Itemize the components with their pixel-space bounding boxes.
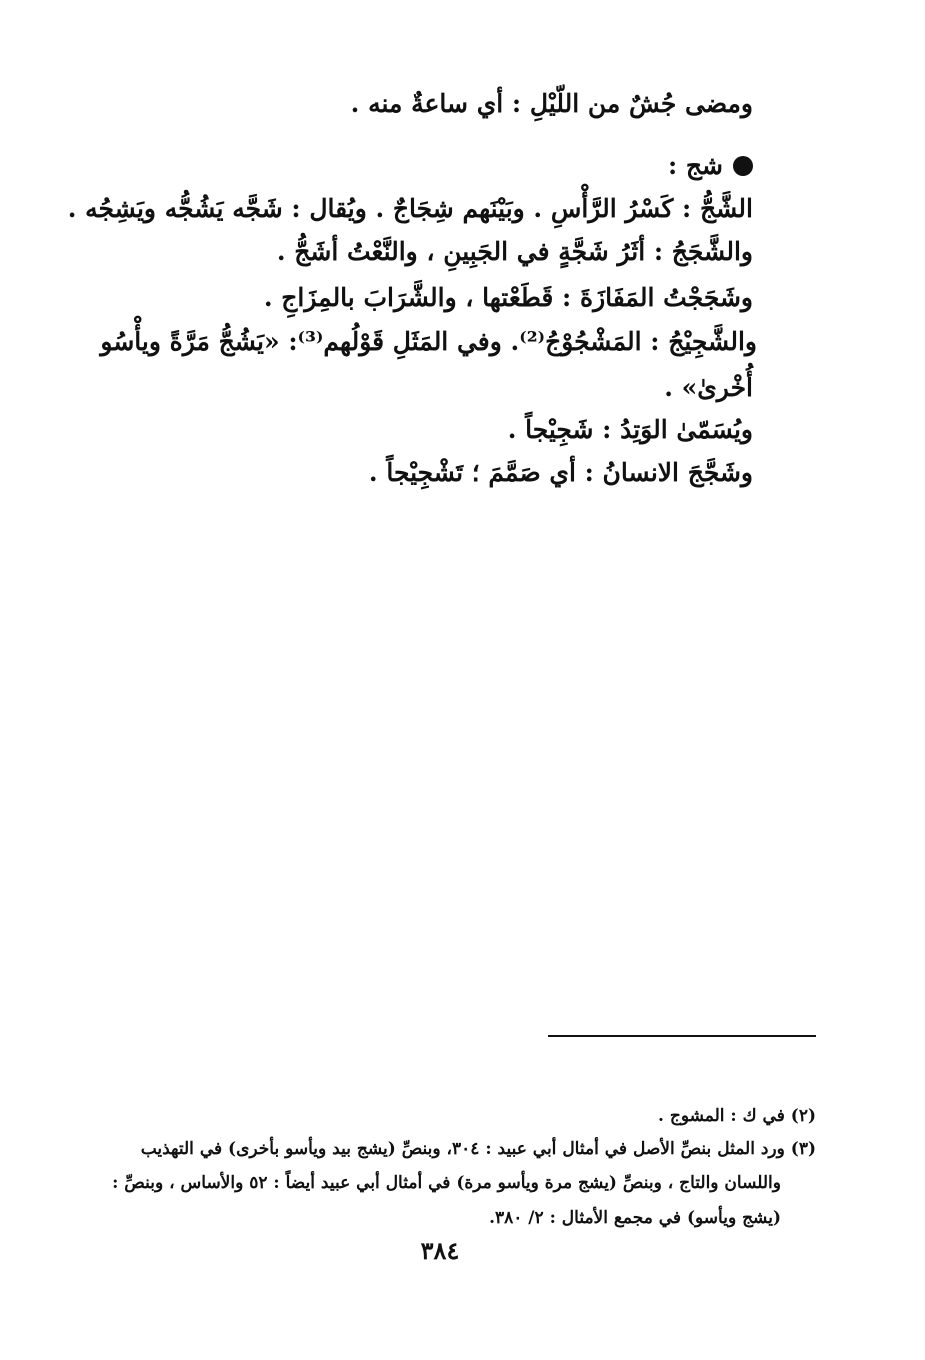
body-line-4: والشَّجِيْجُ : المَشْجُوْجُ⁽²⁾. وفي المَثَلِ قَوْلُهم⁽³⁾: «يَشُجُّ مَرَّةً ويأْسُو bbox=[100, 327, 757, 356]
root-heading bbox=[668, 148, 753, 184]
root-heading-text: شج : bbox=[667, 151, 723, 180]
bullet-icon bbox=[733, 156, 753, 176]
footnote-3-line-1: (٣) ورد المثل بنصِّ الأصل في أمثال أبي عبيد : ٣٠٤، وبنصِّ (يشج بيد ويأسو بأخرى) في التهذيب bbox=[140, 1139, 816, 1159]
body-line-2: والشَّجَجُ : أثَرُ شَجَّةٍ في الجَبِينِ ، والنَّعْتُ أشَجُّ . bbox=[276, 237, 753, 266]
body-line-7: وشَجَّجَ الانسانُ : أي صَمَّمَ ؛ تَشْجِيْجاً . bbox=[368, 458, 753, 487]
entry-line-1: ومضى جُشٌ من اللّيْلِ : أي ساعةٌ منه . bbox=[350, 89, 753, 118]
footnote-3-line-2: واللسان والتاج ، وبنصِّ (يشج مرة ويأسو مرة) في أمثال أبي عبيد أيضاً : ٥٢ والأساس ، وبنصِّ : bbox=[112, 1173, 781, 1193]
footnote-2: (٢) في ك : المشوج . bbox=[658, 1106, 816, 1126]
page-number: ٣٨٤ bbox=[420, 1236, 460, 1265]
body-line-6: ويُسَمّىٰ الوَتِدُ : شَجِيْجاً . bbox=[507, 415, 753, 444]
footnote-3-line-3: (يشج ويأسو) في مجمع الأمثال : ٢/ ٣٨٠. bbox=[489, 1208, 781, 1228]
footnote-rule bbox=[548, 1035, 816, 1037]
body-line-5: أُخْرىٰ» . bbox=[664, 373, 753, 402]
body-line-3: وشَجَجْتُ المَفَازَةَ : قَطَعْتها ، والشَّرَابَ بالمِزَاجِ . bbox=[263, 283, 753, 312]
body-line-1: الشَّجُّ : كَسْرُ الرَّأْسِ . وبَيْنَهم شِجَاجٌ . ويُقال : شَجَّه يَشُجُّه ويَشِجُه . bbox=[67, 194, 753, 223]
